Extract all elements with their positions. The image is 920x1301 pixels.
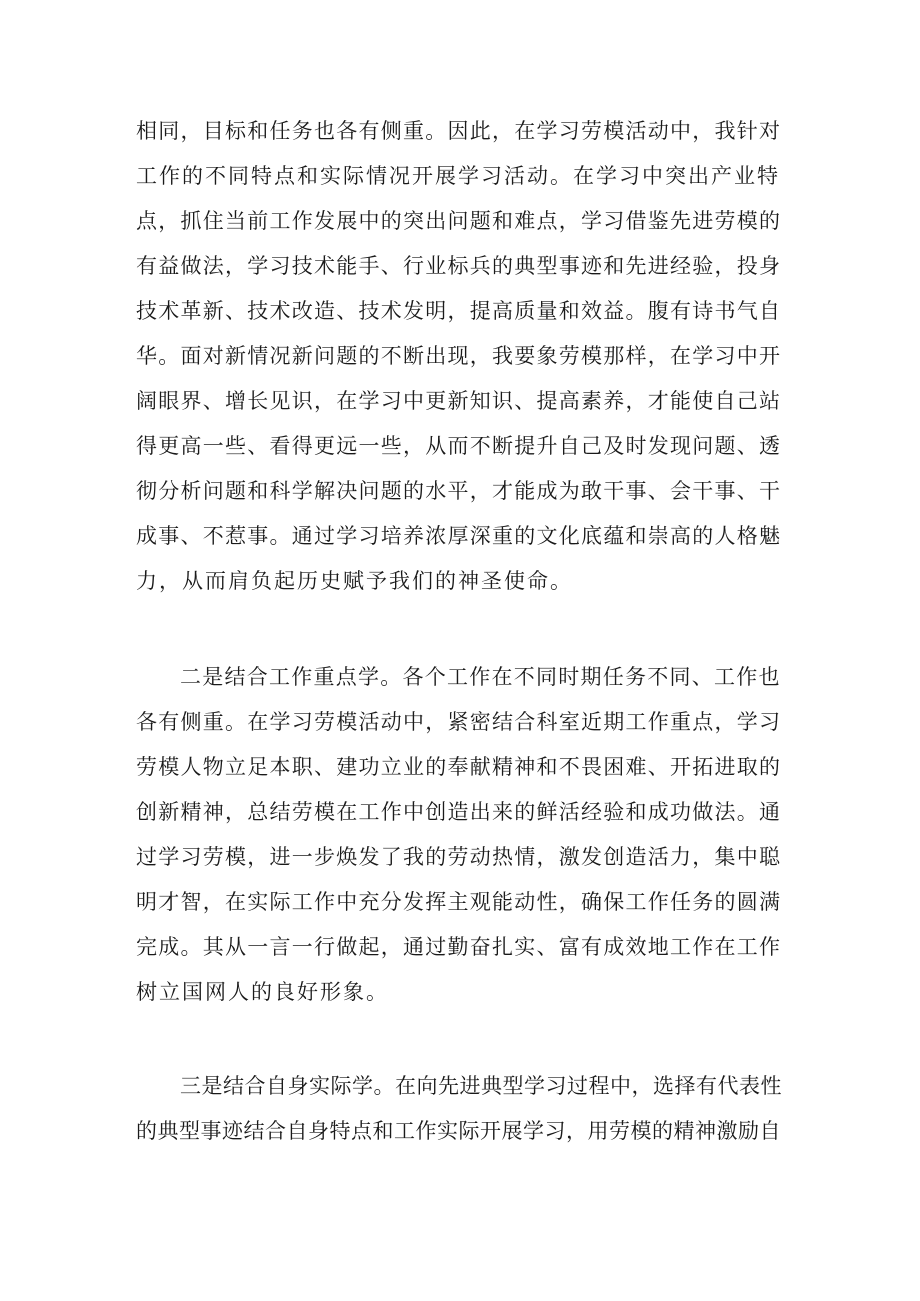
text-line: 点，抓住当前工作发展中的突出问题和难点，学习借鉴先进劳模的 bbox=[136, 209, 782, 233]
paragraph-work-focus bbox=[136, 655, 786, 1015]
text-line: 华。面对新情况新问题的不断出现，我要象劳模那样，在学习中开 bbox=[136, 344, 782, 368]
text-line: 创新精神，总结劳模在工作中创造出来的鲜活经验和成功做法。通 bbox=[136, 800, 782, 824]
text-line: 技术革新、技术改造、技术发明，提高质量和效益。腹有诗书气自 bbox=[136, 299, 782, 323]
text-line: 彻分析问题和科学解决问题的水平，才能成为敢干事、会干事、干 bbox=[136, 479, 782, 503]
text-line: 工作的不同特点和实际情况开展学习活动。在学习中突出产业特 bbox=[136, 164, 780, 188]
paragraph-continuation bbox=[136, 109, 786, 604]
text-line-first: 二是结合工作重点学。各个工作在不同时期任务不同、工作也 bbox=[180, 665, 781, 689]
text-line-first: 三是结合自身实际学。在向先进典型学习过程中，选择有代表性 bbox=[180, 1074, 782, 1098]
text-line: 的典型事迹结合自身特点和工作实际开展学习，用劳模的精神激励自 bbox=[136, 1119, 781, 1143]
text-line: 得更高一些、看得更远一些，从而不断提升自己及时发现问题、透 bbox=[136, 434, 782, 458]
text-line: 劳模人物立足本职、建功立业的奉献精神和不畏困难、开拓进取的 bbox=[136, 755, 782, 779]
text-line: 过学习劳模，进一步焕发了我的劳动热情，激发创造活力，集中聪 bbox=[136, 845, 782, 869]
text-line: 阔眼界、增长见识，在学习中更新知识、提高素养，才能使自己站 bbox=[136, 389, 782, 413]
text-line: 有益做法，学习技术能手、行业标兵的典型事迹和先进经验，投身 bbox=[136, 254, 782, 278]
text-line: 各有侧重。在学习劳模活动中，紧密结合科室近期工作重点，学习 bbox=[136, 710, 782, 734]
text-line: 力，从而肩负起历史赋予我们的神圣使命。 bbox=[136, 569, 573, 593]
text-line: 相同，目标和任务也各有侧重。因此，在学习劳模活动中，我针对 bbox=[136, 119, 782, 143]
text-line: 明才智，在实际工作中充分发挥主观能动性，确保工作任务的圆满 bbox=[136, 890, 782, 914]
paragraph-self-reality bbox=[136, 1064, 786, 1154]
text-line: 树立国网人的良好形象。 bbox=[136, 980, 389, 1004]
text-line: 成事、不惹事。通过学习培养浓厚深重的文化底蕴和崇高的人格魅 bbox=[136, 524, 782, 548]
text-line: 完成。其从一言一行做起，通过勤奋扎实、富有成效地工作在工作 bbox=[136, 935, 782, 959]
